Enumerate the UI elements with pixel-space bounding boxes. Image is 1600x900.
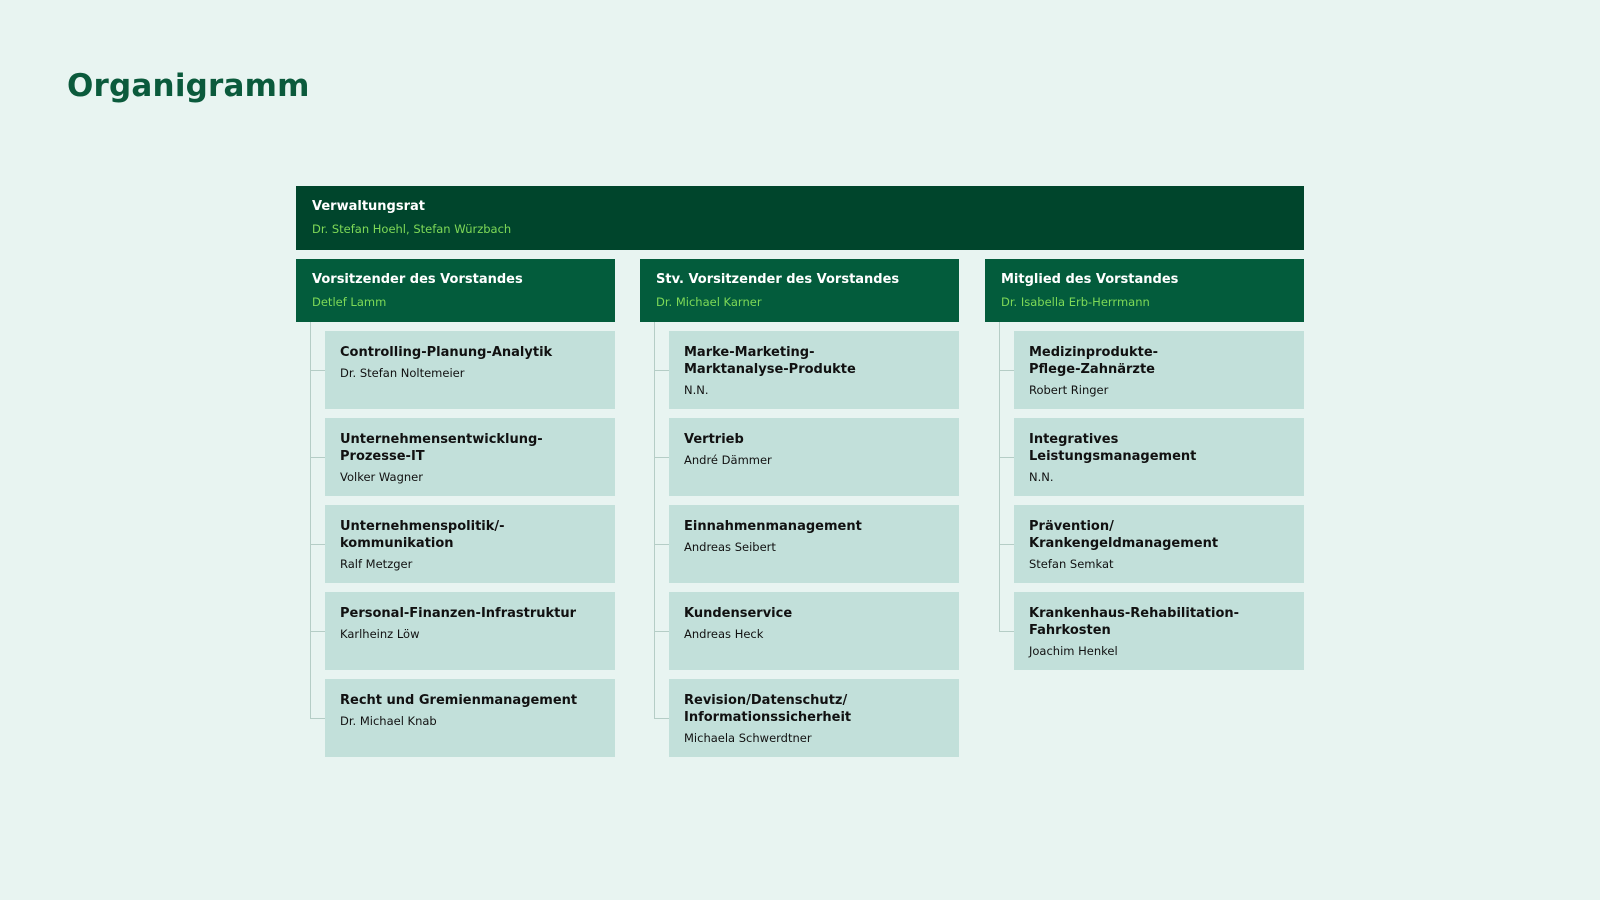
board-member-column (640, 259, 959, 745)
department-head: Andreas Seibert (684, 540, 776, 554)
board-member-column (985, 259, 1304, 658)
board-title: Verwaltungsrat (312, 199, 425, 214)
department-head: Dr. Stefan Noltemeier (340, 366, 465, 380)
department-title: Vertrieb (684, 432, 744, 447)
connector-branch (654, 457, 669, 458)
department-head: N.N. (1029, 470, 1054, 484)
department-card (669, 505, 959, 583)
department-title: Prävention/ Krankengeldmanagement (1029, 519, 1219, 551)
board-member-name: Dr. Michael Karner (656, 295, 762, 309)
department-card (325, 331, 615, 409)
board-member-role: Stv. Vorsitzender des Vorstandes (656, 272, 900, 287)
page-title: Organigramm (67, 68, 310, 104)
board-member-name: Dr. Isabella Erb-Herrmann (1001, 295, 1150, 309)
board-member-role: Mitglied des Vorstandes (1001, 272, 1179, 287)
connector-branch (999, 631, 1014, 632)
department-card (325, 505, 615, 583)
department-head: Robert Ringer (1029, 383, 1109, 397)
board-member-header (296, 259, 615, 322)
department-head: Stefan Semkat (1029, 557, 1114, 571)
department-head: Dr. Michael Knab (340, 714, 437, 728)
board-names: Dr. Stefan Hoehl, Stefan Würzbach (312, 222, 512, 236)
department-card (325, 592, 615, 670)
department-head: Joachim Henkel (1029, 644, 1118, 658)
department-head: Andreas Heck (684, 627, 764, 641)
department-title: Marke-Marketing- Marktanalyse-Produkte (684, 345, 856, 377)
board-box (296, 186, 1304, 250)
department-title: Einnahmenmanagement (684, 519, 862, 534)
board-member-header (985, 259, 1304, 322)
connector-branch (654, 631, 669, 632)
department-card (1014, 418, 1304, 496)
connector-branch (654, 544, 669, 545)
connector-branch (999, 370, 1014, 371)
board-member-role: Vorsitzender des Vorstandes (312, 272, 523, 287)
department-title: Kundenservice (684, 606, 793, 621)
department-title: Medizinprodukte- Pflege-Zahnärzte (1029, 345, 1159, 377)
department-head: Volker Wagner (340, 470, 423, 484)
department-title: Unternehmenspolitik/-kommunikation (340, 519, 505, 551)
department-card (669, 592, 959, 670)
connector-branch (654, 718, 669, 719)
connector-branch (310, 631, 325, 632)
connector-line (310, 322, 311, 718)
connector-branch (310, 544, 325, 545)
department-head: Michaela Schwerdtner (684, 731, 812, 745)
department-head: André Dämmer (684, 453, 772, 467)
connector-branch (310, 457, 325, 458)
department-title: Personal-Finanzen-Infrastruktur (340, 606, 577, 621)
department-title: Unternehmensentwicklung- Prozesse-IT (340, 432, 543, 464)
connector-line (654, 322, 655, 718)
department-card (669, 679, 959, 757)
department-title: Recht und Gremienmanagement (340, 693, 578, 708)
department-title: Controlling-Planung-Analytik (340, 345, 553, 360)
department-head: Karlheinz Löw (340, 627, 420, 641)
department-card (1014, 331, 1304, 409)
department-title: Integratives Leistungsmanagement (1029, 432, 1197, 464)
department-card (325, 679, 615, 757)
department-title: Krankenhaus-Rehabilitation- Fahrkosten (1029, 606, 1240, 638)
department-card (1014, 592, 1304, 670)
connector-branch (999, 457, 1014, 458)
board-member-name: Detlef Lamm (312, 295, 387, 309)
connector-branch (310, 370, 325, 371)
department-head: N.N. (684, 383, 709, 397)
department-card (669, 331, 959, 409)
connector-branch (654, 370, 669, 371)
connector-branch (999, 544, 1014, 545)
department-title: Revision/Datenschutz/ Informationssicherheit (684, 693, 852, 725)
department-card (669, 418, 959, 496)
department-head: Ralf Metzger (340, 557, 413, 571)
department-card (1014, 505, 1304, 583)
connector-line (999, 322, 1000, 631)
board-member-column (296, 259, 615, 728)
connector-branch (310, 718, 325, 719)
department-card (325, 418, 615, 496)
board-member-header (640, 259, 959, 322)
